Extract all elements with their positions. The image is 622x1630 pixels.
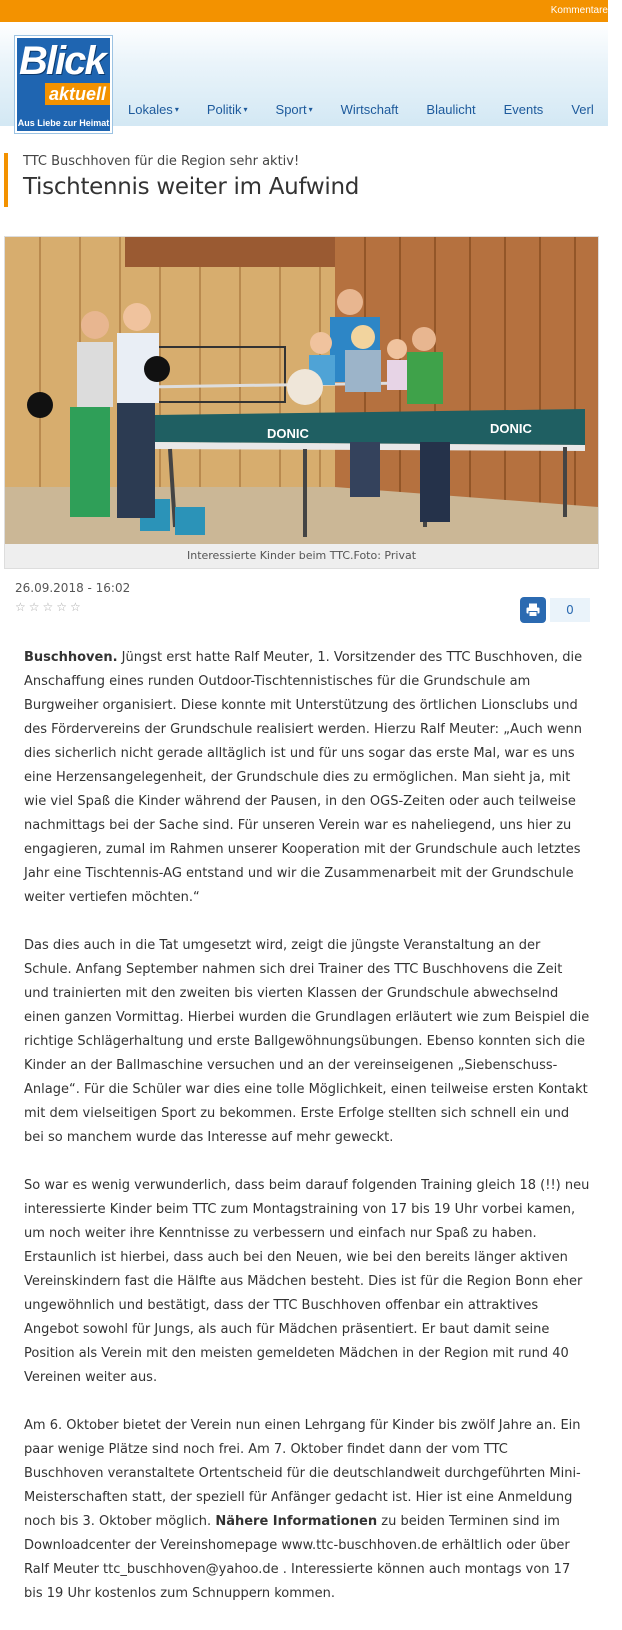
site-logo[interactable] bbox=[15, 36, 112, 133]
nav-label: Wirtschaft bbox=[340, 101, 399, 117]
logo-wordmark-aktuell: aktuell bbox=[45, 83, 110, 105]
nav-label: Events bbox=[503, 101, 544, 117]
photo-table-brand-right: DONIC bbox=[490, 421, 532, 436]
paragraph-text: zu beiden Terminen sind im Downloadcenter der Vereinshomepage www.ttc-buschhoven.de erhältlich oder über Ralf Meuter ttc_buschhoven@yahoo.de . Interessierte können auch montags von 17 bis 19 Uhr kostenlos zum Schnuppern kommen. bbox=[24, 1514, 571, 1601]
top-bar bbox=[0, 0, 608, 22]
main-nav bbox=[128, 99, 622, 119]
nav-item-sport[interactable] bbox=[276, 99, 313, 119]
article-body bbox=[24, 646, 590, 1630]
info-heading: Nähere Informationen bbox=[215, 1514, 378, 1529]
print-button[interactable] bbox=[520, 597, 546, 623]
nav-item-verlag[interactable] bbox=[571, 99, 593, 119]
paragraph-text: Am 6. Oktober bietet der Verein nun einen Lehrgang für Kinder bis zwölf Jahre an. Ein paar wenige Plätze sind noch frei. Am 7. Oktober findet dann der vom TTC Buschhoven veranstaltete Ortentscheid für die deutschlandweit durchgeführten Mini-Meisterschaften statt, der speziell für Anfänger gedacht ist. Hier ist eine Anmeldung noch bis 3. Oktober möglich. bbox=[24, 1418, 581, 1529]
article-subtitle: TTC Buschhoven für die Region sehr aktiv! bbox=[23, 154, 300, 169]
printer-icon bbox=[526, 603, 540, 617]
article-header bbox=[4, 153, 594, 207]
logo-wordmark-blick: Blick bbox=[19, 39, 105, 83]
nav-item-events[interactable] bbox=[504, 99, 544, 119]
nav-label: Verl bbox=[571, 101, 594, 117]
article-paragraph-1 bbox=[24, 646, 590, 910]
comment-count[interactable]: 0 bbox=[550, 598, 590, 622]
paragraph-text: Jüngst erst hatte Ralf Meuter, 1. Vorsitzender des TTC Buschhoven, die Anschaffung eines runden Outdoor-Tischtennistisches für die Grundschule am Burgweiher organisiert. Diese konnte mit Unterstützung des örtlichen Lionsclubs und des Fördervereins der Grundschule realisiert werden. Hierzu Ralf Meuter: „Auch wenn dies sicherlich nicht gerade alltäglich ist und für uns sogar das erste Mal, war es uns eine Herzensangelegenheit, der Grundschule dies zu ermöglichen. Man sieht ja, mit wie viel Spaß die Kinder während der Pausen, in den OGS-Zeiten oder auch teilweise nachmittags bei der Sache sind. Für unseren Verein war es naheliegend, uns hier zu engagieren, zumal im Rahmen unserer Kooperation mit der Grundschule auch letztes Jahr eine Tischtennis-AG entstand und wir die Zusammenarbeit mit der Grundschule weiter vertiefen möchten.“ bbox=[24, 650, 583, 905]
photo-table-brand-left: DONIC bbox=[267, 426, 309, 441]
article-photo-container bbox=[4, 236, 599, 569]
nav-item-politik[interactable] bbox=[207, 99, 248, 119]
article-title: Tischtennis weiter im Aufwind bbox=[23, 174, 360, 200]
nav-label: Blaulicht bbox=[426, 101, 476, 117]
photo-caption: Interessierte Kinder beim TTC.Foto: Privat bbox=[5, 544, 598, 568]
dateline: Buschhoven. bbox=[24, 650, 118, 665]
caret-down-icon: ▾ bbox=[174, 104, 179, 114]
article-paragraph-4 bbox=[24, 1414, 590, 1606]
rating-stars[interactable]: ☆☆☆☆☆ bbox=[15, 600, 84, 614]
article-date: 26.09.2018 - 16:02 bbox=[15, 581, 131, 595]
nav-label: Politik bbox=[206, 101, 242, 117]
nav-label: Lokales bbox=[128, 101, 173, 117]
nav-item-blaulicht[interactable] bbox=[426, 99, 475, 119]
article-photo[interactable] bbox=[5, 237, 598, 544]
comments-link[interactable]: Kommentare bbox=[550, 5, 608, 16]
caret-down-icon: ▾ bbox=[308, 104, 313, 114]
logo-slogan: Aus Liebe zur Heimat bbox=[17, 118, 110, 128]
article-paragraph-2: Das dies auch in die Tat umgesetzt wird, zeigt die jüngste Veranstaltung an der Schule. Anfang September nahmen sich drei Trainer des TTC Buschhovens die Zeit und trainierten mit den zweiten bis vierten Klassen der Grundschule abwechselnd einen ganzen Vormittag. Hierbei wurden die Grundlagen erläutert wie zum Beispiel die richtige Schlägerhaltung und erste Ballgewöhnungsübungen. Ebenso konnten sich die Kinder an der Ballmaschine versuchen und an der vereinseigenen „Siebenschuss-Anlage“. Für die Schüler war dies eine tolle Möglichkeit, einen teilweise ersten Kontakt mit dem vielseitigen Sport zu bekommen. Erste Erfolge stellten sich schnell ein und bei so manchem wurde das Interesse auf mehr geweckt. bbox=[24, 938, 590, 1145]
site-header bbox=[0, 22, 608, 126]
caret-down-icon: ▾ bbox=[243, 104, 248, 114]
nav-item-wirtschaft[interactable] bbox=[341, 99, 399, 119]
nav-item-lokales[interactable] bbox=[128, 99, 179, 119]
article-paragraph-3: So war es wenig verwunderlich, dass beim darauf folgenden Training gleich 18 (!!) neu interessierte Kinder beim TTC zum Montagstraining von 17 bis 19 Uhr vorbei kamen, um noch weiter ihre Kenntnisse zu verbessern und einfach nur Spaß zu haben. Erstaunlich ist hierbei, dass auch bei den Neuen, wie bei den bereits länger aktiven Vereinskindern fast die Hälfte aus Mädchen besteht. Dies ist für die Region Bonn eher ungewöhnlich und bestätigt, dass der TTC Buschhoven offenbar ein attraktives Angebot sowohl für Jungs, als auch für Mädchen präsentiert. Er baut damit seine Position als Verein mit den meisten gemeldeten Mädchen in der Region mit rund 40 Vereinen weiter aus. bbox=[24, 1178, 590, 1385]
nav-label: Sport bbox=[275, 101, 307, 117]
